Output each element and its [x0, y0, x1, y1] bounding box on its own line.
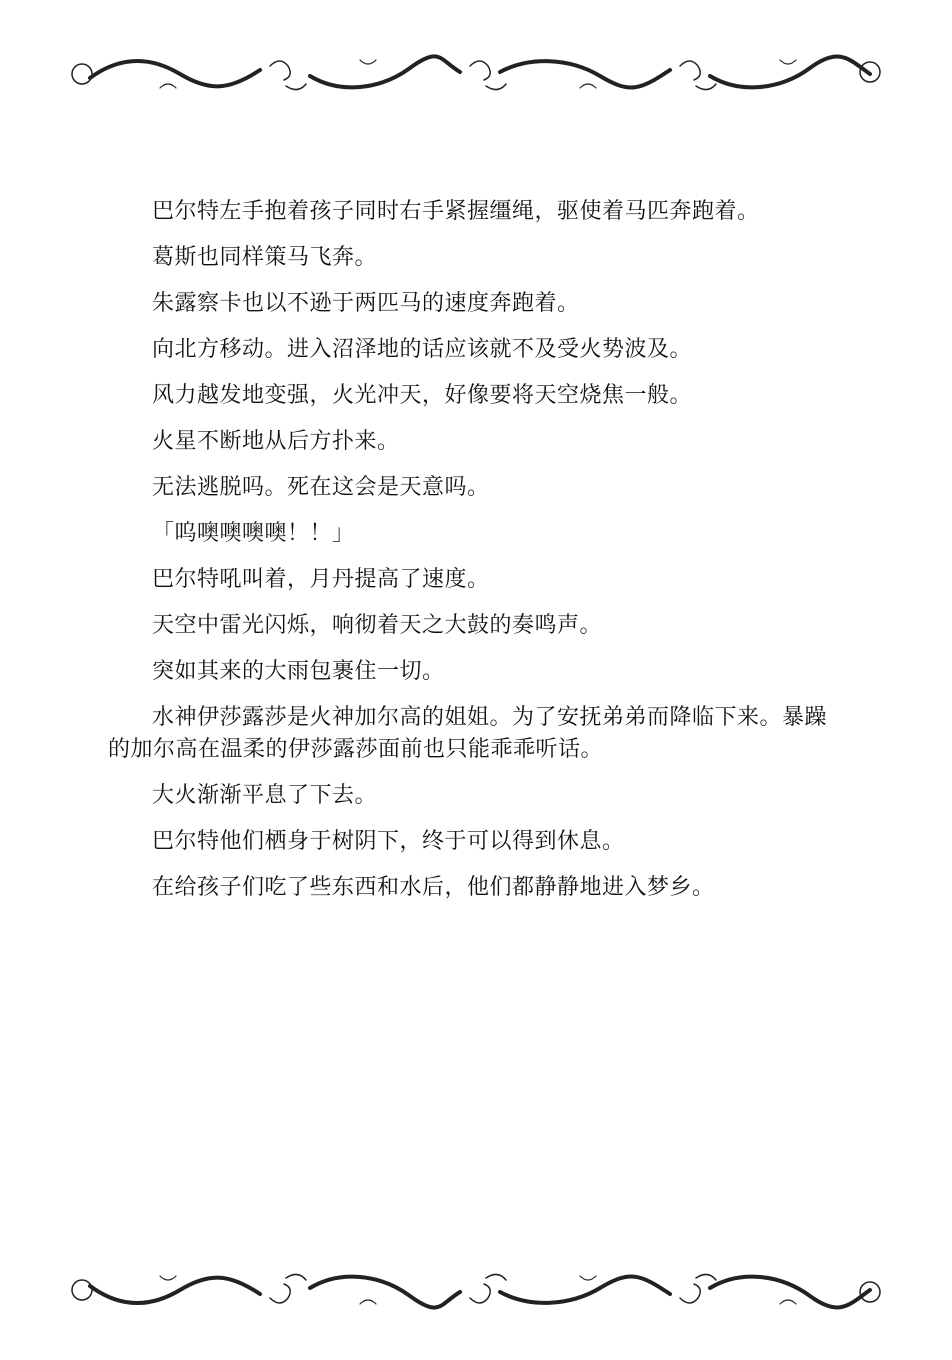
top-ornament-border — [60, 46, 892, 102]
paragraph: 火星不断地从后方扑来。 — [152, 429, 400, 454]
paragraph: 风力越发地变强，火光冲天，好像要将天空烧焦一般。 — [152, 383, 693, 408]
paragraph: 巴尔特左手抱着孩子同时右手紧握缰绳，驱使着马匹奔跑着。 — [152, 199, 760, 224]
bottom-ornament-border — [60, 1262, 892, 1318]
paragraph: 向北方移动。进入沼泽地的话应该就不及受火势波及。 — [152, 337, 693, 362]
paragraph: 巴尔特他们栖身于树阴下，终于可以得到休息。 — [152, 829, 625, 854]
paragraph: 巴尔特吼叫着，月丹提高了速度。 — [152, 567, 490, 592]
paragraph: 朱露察卡也以不逊于两匹马的速度奔跑着。 — [152, 291, 580, 316]
chapter-text — [108, 196, 848, 918]
paragraph: 葛斯也同样策马飞奔。 — [152, 245, 378, 270]
paragraph: 大火渐渐平息了下去。 — [152, 783, 378, 808]
paragraph: 在给孩子们吃了些东西和水后，他们都静静地进入梦乡。 — [152, 875, 715, 900]
paragraph: 水神伊莎露莎是火神加尔高的姐姐。为了安抚弟弟而降临下来。暴躁的加尔高在温柔的伊莎露莎面前也只能乖乖听话。 — [108, 705, 828, 762]
paragraph: 天空中雷光闪烁，响彻着天之大鼓的奏鸣声。 — [152, 613, 603, 638]
paragraph: 「呜噢噢噢噢！！」 — [152, 521, 355, 546]
paragraph: 突如其来的大雨包裹住一切。 — [152, 659, 445, 684]
paragraph: 无法逃脱吗。死在这会是天意吗。 — [152, 475, 490, 500]
